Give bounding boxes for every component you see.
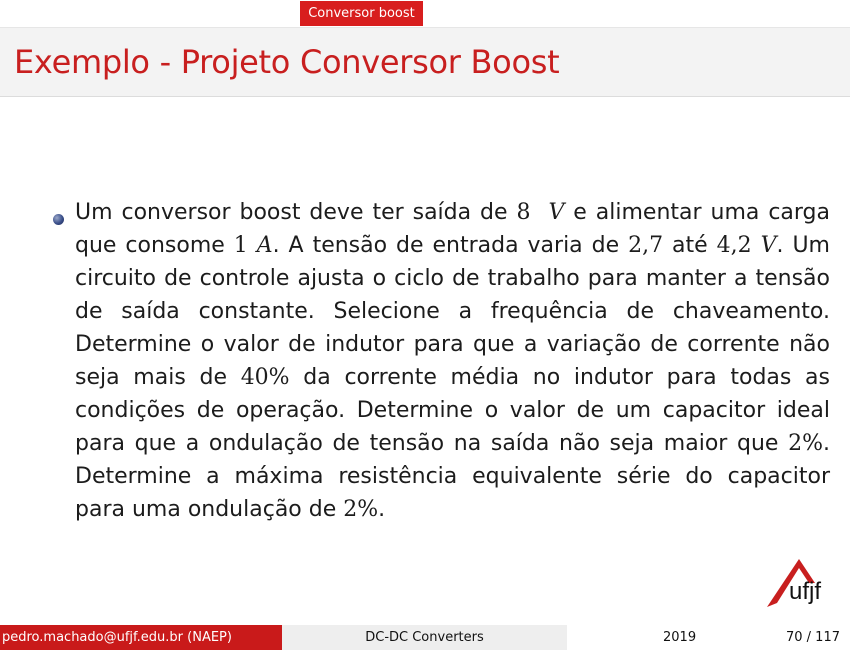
problem-statement: [75, 196, 830, 526]
footer-author: pedro.machado@ufjf.edu.br (NAEP): [2, 630, 232, 645]
slide-title: Exemplo - Projeto Conversor Boost: [14, 43, 560, 81]
page-number: 70 / 117: [786, 630, 840, 645]
slide-header: [0, 27, 850, 97]
text-segment: Um conversor boost deve ter saída de: [75, 200, 517, 225]
bullet-icon: [53, 214, 64, 225]
section-tab[interactable]: Conversor boost: [300, 1, 423, 26]
math-value: 2%: [343, 497, 379, 522]
footer-year: 2019: [663, 630, 697, 645]
text-segment: . A tensão de entrada varia de: [272, 233, 629, 258]
footer-author-section: [0, 625, 282, 650]
text-segment: e alimentar uma carga que consome: [75, 200, 831, 258]
math-unit: V: [548, 200, 565, 225]
math-value: 4,2: [716, 233, 752, 258]
math-unit: V: [760, 233, 777, 258]
text-segment: . Determine a máxima resistência equivalente série do capacitor para uma ondulação de: [75, 431, 830, 522]
math-value: 2%: [788, 431, 823, 456]
slide-content: [45, 196, 830, 526]
ufjf-logo-icon: [765, 553, 837, 611]
footer-bar: [0, 625, 850, 650]
footer-info-section: [567, 625, 850, 650]
text-segment: .: [378, 497, 386, 522]
math-value: 2,7: [628, 233, 664, 258]
text-segment: até: [663, 233, 717, 258]
logo-text: ufjf: [789, 578, 822, 605]
top-bar-left-strip: [0, 0, 300, 26]
math-value: 40%: [240, 365, 290, 390]
footer-title: DC-DC Converters: [365, 630, 484, 645]
footer-title-section: [282, 625, 567, 650]
math-value: 1: [233, 233, 248, 258]
math-value: 8: [516, 200, 531, 225]
text-segment: . Um circuito de controle ajusta o ciclo de trabalho para manter a tensão de saída constante. Selecione a frequência de chaveamento. Determine o valor de indutor para que a variação de corrente não seja mais de: [75, 233, 830, 390]
math-unit: A: [256, 233, 273, 258]
top-navigation-bar: [0, 0, 850, 26]
text-segment: da corrente média no indutor para todas as condições de operação. Determine o valor de um capacitor ideal para que a ondulação de tensão na saída não seja maior que: [75, 365, 830, 456]
